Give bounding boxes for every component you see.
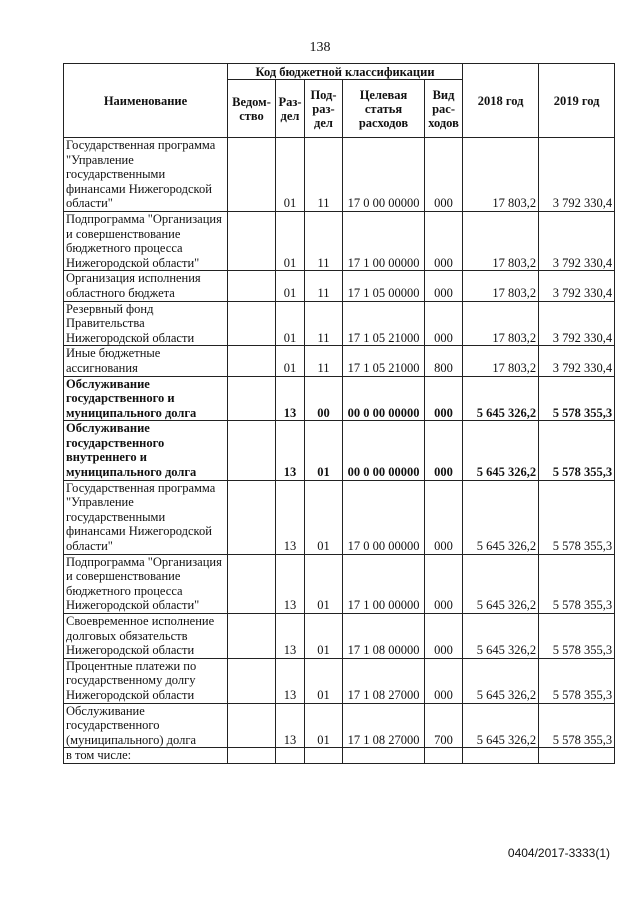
table-row [64,271,615,301]
table-row [64,138,615,212]
row-target: 17 1 00 00000 [343,211,425,270]
row-target: 17 0 00 00000 [343,480,425,554]
row-vid: 000 [425,376,463,421]
row-2018: 17 803,2 [463,211,539,270]
row-2018: 5 645 326,2 [463,421,539,480]
empty-cell [425,748,463,764]
row-vedomstvo [228,376,276,421]
table-row [64,658,615,703]
row-vedomstvo [228,703,276,748]
row-podrazdel: 11 [305,211,343,270]
row-razdel: 01 [276,211,305,270]
row-vedomstvo [228,346,276,376]
row-name: Иные бюджетные ассигнования [64,346,228,376]
row-podrazdel: 11 [305,271,343,301]
row-2018: 17 803,2 [463,271,539,301]
table-row [64,211,615,270]
header-target: Целевая статья расходов [343,80,425,138]
row-name: Своевременное исполнение долговых обязательств Нижегородской области [64,614,228,659]
row-name: Государственная программа "Управление государственными финансами Нижегородской области" [64,138,228,212]
row-vedomstvo [228,421,276,480]
header-podrazdel: Под- раз- дел [305,80,343,138]
row-2019: 3 792 330,4 [539,301,615,346]
row-razdel: 13 [276,421,305,480]
row-2018: 17 803,2 [463,138,539,212]
row-vid: 000 [425,480,463,554]
row-2018: 5 645 326,2 [463,614,539,659]
row-2019: 5 578 355,3 [539,703,615,748]
row-2018: 5 645 326,2 [463,480,539,554]
row-target: 17 1 05 21000 [343,301,425,346]
empty-cell [343,748,425,764]
row-podrazdel: 01 [305,614,343,659]
empty-cell [276,748,305,764]
row-target: 00 0 00 00000 [343,421,425,480]
header-vedomstvo: Ведом- ство [228,80,276,138]
row-vedomstvo [228,614,276,659]
table-row [64,554,615,613]
row-name: Резервный фонд Правительства Нижегородской области [64,301,228,346]
row-podrazdel: 01 [305,658,343,703]
row-razdel: 01 [276,346,305,376]
empty-cell [228,748,276,764]
row-name: Обслуживание государственного внутреннего и муниципального долга [64,421,228,480]
row-name: Процентные платежи по государственному долгу Нижегородской области [64,658,228,703]
row-2019: 3 792 330,4 [539,138,615,212]
row-vid: 000 [425,211,463,270]
row-vedomstvo [228,301,276,346]
row-2019: 3 792 330,4 [539,211,615,270]
row-vedomstvo [228,138,276,212]
row-name: Обслуживание государственного (муниципального) долга [64,703,228,748]
header-name: Наименование [64,64,228,138]
row-2018: 17 803,2 [463,346,539,376]
row-podrazdel: 00 [305,376,343,421]
row-podrazdel: 11 [305,346,343,376]
header-2018: 2018 год [463,64,539,138]
row-2019: 5 578 355,3 [539,376,615,421]
row-podrazdel: 01 [305,421,343,480]
row-2019: 5 578 355,3 [539,614,615,659]
row-vid: 000 [425,138,463,212]
header-razdel: Раз- дел [276,80,305,138]
row-vedomstvo [228,211,276,270]
row-podrazdel: 11 [305,301,343,346]
row-vedomstvo [228,271,276,301]
row-target: 17 1 08 00000 [343,614,425,659]
row-vedomstvo [228,480,276,554]
header-code-group: Код бюджетной классификации [228,64,463,80]
row-vid: 000 [425,658,463,703]
row-vid: 000 [425,301,463,346]
row-2019: 5 578 355,3 [539,554,615,613]
row-razdel: 13 [276,614,305,659]
table-row [64,480,615,554]
table-note-row [64,748,615,764]
row-target: 17 1 05 21000 [343,346,425,376]
empty-cell [305,748,343,764]
table-row [64,301,615,346]
row-target: 00 0 00 00000 [343,376,425,421]
row-razdel: 01 [276,271,305,301]
row-2018: 5 645 326,2 [463,658,539,703]
row-target: 17 1 00 00000 [343,554,425,613]
row-razdel: 01 [276,301,305,346]
row-2018: 5 645 326,2 [463,376,539,421]
row-vid: 800 [425,346,463,376]
row-name: Государственная программа "Управление государственными финансами Нижегородской области" [64,480,228,554]
row-razdel: 13 [276,376,305,421]
empty-cell [463,748,539,764]
row-target: 17 1 05 00000 [343,271,425,301]
row-vedomstvo [228,658,276,703]
row-vid: 000 [425,271,463,301]
row-2019: 3 792 330,4 [539,346,615,376]
row-podrazdel: 01 [305,703,343,748]
budget-table [63,63,615,764]
row-podrazdel: 01 [305,480,343,554]
row-target: 17 0 00 00000 [343,138,425,212]
row-2019: 5 578 355,3 [539,421,615,480]
row-vid: 000 [425,614,463,659]
row-razdel: 13 [276,658,305,703]
table-row [64,346,615,376]
row-podrazdel: 11 [305,138,343,212]
row-podrazdel: 01 [305,554,343,613]
row-razdel: 13 [276,480,305,554]
row-vid: 000 [425,421,463,480]
row-name: Подпрограмма "Организация и совершенствование бюджетного процесса Нижегородской области" [64,211,228,270]
row-razdel: 13 [276,703,305,748]
row-vedomstvo [228,554,276,613]
table-row [64,614,615,659]
table-row [64,376,615,421]
header-vid: Вид рас- ходов [425,80,463,138]
row-2019: 5 578 355,3 [539,658,615,703]
empty-cell [539,748,615,764]
row-2019: 5 578 355,3 [539,480,615,554]
row-vid: 700 [425,703,463,748]
table-body [64,138,615,764]
document-code: 0404/2017-3333(1) [507,846,610,860]
row-name: Обслуживание государственного и муниципального долга [64,376,228,421]
row-2018: 5 645 326,2 [463,554,539,613]
row-target: 17 1 08 27000 [343,658,425,703]
row-vid: 000 [425,554,463,613]
row-name: Подпрограмма "Организация и совершенствование бюджетного процесса Нижегородской области" [64,554,228,613]
header-2019: 2019 год [539,64,615,138]
row-name: Организация исполнения областного бюджета [64,271,228,301]
row-razdel: 13 [276,554,305,613]
table-row [64,421,615,480]
table-row [64,703,615,748]
row-target: 17 1 08 27000 [343,703,425,748]
row-2018: 17 803,2 [463,301,539,346]
row-razdel: 01 [276,138,305,212]
page-number: 138 [309,40,331,55]
row-2019: 3 792 330,4 [539,271,615,301]
note-text: в том числе: [64,748,228,764]
row-2018: 5 645 326,2 [463,703,539,748]
